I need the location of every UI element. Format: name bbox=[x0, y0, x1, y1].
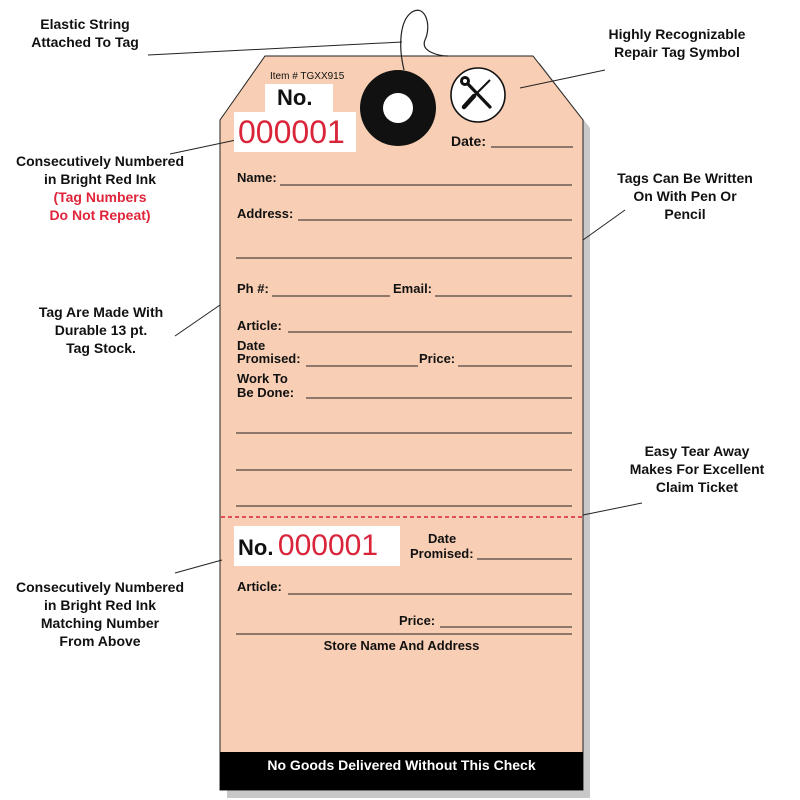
callout-write-line: On With Pen Or bbox=[633, 188, 737, 204]
store-name-label: Store Name And Address bbox=[323, 638, 480, 653]
stub-number: 000001 bbox=[277, 529, 379, 562]
email-label: Email: bbox=[393, 281, 433, 296]
callout-elastic-line: Attached To Tag bbox=[31, 34, 139, 50]
no-label-box bbox=[265, 84, 333, 112]
callout-numbered-bottom-line: Consecutively Numbered bbox=[15, 579, 185, 595]
callout-stock-line: Tag Stock. bbox=[66, 340, 136, 356]
item-number: Item # TGXX915 bbox=[270, 71, 345, 82]
callout-numbered-bottom-line: Matching Number bbox=[40, 615, 160, 631]
callout-numbered-bottom-line: in Bright Red Ink bbox=[44, 597, 156, 613]
callout-numbered-top bbox=[5, 152, 195, 224]
tag-body bbox=[220, 56, 583, 790]
callout-symbol-line: Highly Recognizable bbox=[608, 26, 746, 42]
footer-text: No Goods Delivered Without This Check bbox=[267, 757, 536, 773]
work-label: Work To bbox=[237, 371, 288, 386]
callout-tear-line: Easy Tear Away bbox=[644, 443, 750, 459]
tag-number: 000001 bbox=[238, 114, 345, 150]
tag-number-box bbox=[234, 112, 356, 152]
callout-stock bbox=[26, 303, 176, 357]
address-label: Address: bbox=[237, 206, 294, 221]
article-label: Article: bbox=[237, 318, 282, 333]
callout-numbered-top-line: in Bright Red Ink bbox=[44, 171, 156, 187]
stub-number-box bbox=[234, 526, 400, 566]
stub-date-label: Date bbox=[428, 531, 457, 546]
callout-symbol-line: Repair Tag Symbol bbox=[614, 44, 740, 60]
callout-tear-line: Claim Ticket bbox=[655, 479, 739, 495]
callout-numbered-top-line: Consecutively Numbered bbox=[15, 153, 185, 169]
callout-tear bbox=[617, 442, 777, 496]
repair-symbol-icon bbox=[451, 68, 505, 122]
callout-tear-line: Makes For Excellent bbox=[629, 461, 765, 477]
date-label: Date: bbox=[451, 133, 487, 149]
callout-stock-line: Tag Are Made With bbox=[38, 304, 164, 320]
stub-date-label-2: Promised: bbox=[410, 546, 474, 561]
no-label: No. bbox=[277, 85, 313, 110]
stub-article-label: Article: bbox=[237, 579, 282, 594]
stub-price-label: Price: bbox=[399, 613, 436, 628]
stub-no-label: No. bbox=[238, 535, 274, 560]
callout-write-line: Pencil bbox=[664, 206, 706, 222]
price-label: Price: bbox=[419, 351, 456, 366]
date-promised-label: Date bbox=[237, 338, 266, 353]
callout-elastic-line: Elastic String bbox=[40, 16, 130, 32]
callout-write bbox=[606, 169, 764, 223]
callout-stock-line: Durable 13 pt. bbox=[54, 322, 148, 338]
callout-numbered-top-note: (Tag Numbers bbox=[53, 189, 147, 205]
callout-write-line: Tags Can Be Written bbox=[617, 170, 753, 186]
date-promised-label-2: Promised: bbox=[237, 351, 301, 366]
callout-numbered-bottom bbox=[5, 578, 195, 650]
callout-numbered-top-note: Do Not Repeat) bbox=[49, 207, 151, 223]
callout-elastic bbox=[30, 15, 140, 51]
work-label-2: Be Done: bbox=[237, 385, 295, 400]
callout-symbol bbox=[597, 25, 757, 61]
name-label: Name: bbox=[237, 170, 277, 185]
callout-numbered-bottom-line: From Above bbox=[59, 633, 141, 649]
phone-label: Ph #: bbox=[237, 281, 269, 296]
eyelet-icon bbox=[360, 70, 436, 146]
